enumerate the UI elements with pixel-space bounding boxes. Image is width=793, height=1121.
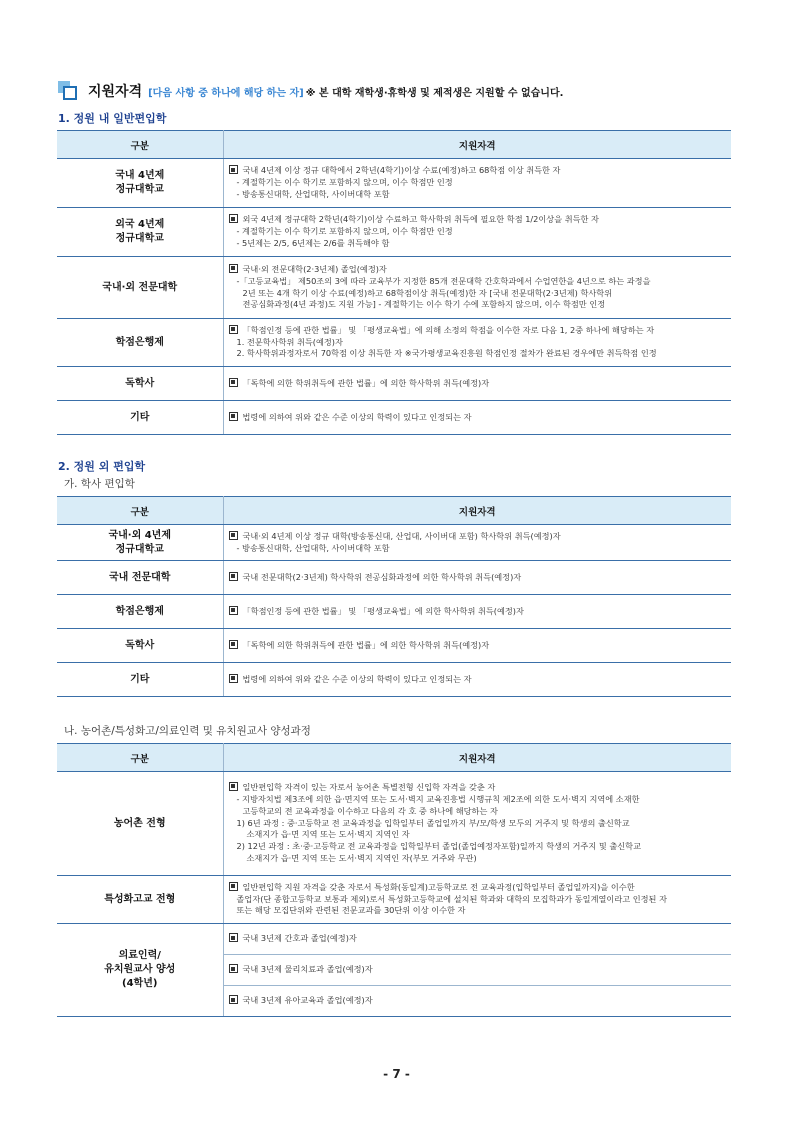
checkbox-icon xyxy=(229,933,238,942)
checkbox-icon xyxy=(229,325,238,334)
row-qualification: 국내 3년제 간호과 졸업(예정)자 xyxy=(223,924,731,955)
row-category: 학점은행제 xyxy=(57,319,223,367)
table-row xyxy=(57,401,731,435)
table-header-category: 구분 xyxy=(57,131,223,159)
row-category: 농어촌 전형 xyxy=(57,772,223,876)
row-qualification: 「독학에 의한 학위취득에 관한 법률」에 의한 학사학위 취득(예정)자 xyxy=(223,367,731,401)
row-category: 기타 xyxy=(57,401,223,435)
row-category: 독학사 xyxy=(57,367,223,401)
row-qualification: 일반편입학 자격이 있는 자로서 농어촌 특별전형 신입학 자격을 갖춘 자 - 지방자치법 제3조에 의한 읍·면지역 또는 도서·벽지 교육진흥법 시행규칙 제2조에 의한 도서·벽지 지역에 소재한 고등학교의 전 교육과정을 이수하고 다음의 각 호 중 하나에 해당하는 자 1) 6년 과정 : 중·고등학교 전 교육과정을 입학일부터 졸업일까지 부/모/학생 모두의 거주지 및 학생의 출신학교 소재지가 읍·면 지역 또는 도서·벽지 지역인 자 2) 12년 과정 : 초·중·고등학교 전 교육과정을 입학일부터 졸업(졸업예정자포함)일까지 학생의 거주지 및 출신학교 소재지가 읍·면 지역 또는 도서·벽지 지역인 자(부모 거주와 무관) xyxy=(223,772,731,876)
table-row xyxy=(57,924,731,955)
checkbox-icon xyxy=(229,378,238,387)
row-qualification: 일반편입학 지원 자격을 갖춘 자로서 특성화(동일계)고등학교로 전 교육과정(입학일부터 졸업일까지)을 이수한 졸업자(단 종합고등학교 보통과 제외)로서 특성화고등학교에 설치된 학과와 대학의 모집학과가 동일계열이라고 인정된 자 또는 해당 모집단위와 관련된 전문교과를 30단위 이상 이수한 자 xyxy=(223,876,731,924)
special-track-table xyxy=(57,743,731,1017)
square-bullet-icon xyxy=(58,81,78,101)
row-qualification: 국내·외 4년제 이상 정규 대학(방송통신대, 산업대, 사이버대 포함) 학사학위 취득(예정)자 - 방송통신대학, 산업대학, 사이버대학 포함 xyxy=(223,525,731,561)
table-row xyxy=(57,772,731,876)
row-qualification: 국내 4년제 이상 정규 대학에서 2학년(4학기)이상 수료(예정)하고 68학점 이상 취득한 자 - 계절학기는 이수 학기로 포함하지 않으며, 이수 학점만 인정 - 방송통신대학, 산업대학, 사이버대학 포함 xyxy=(223,159,731,208)
table-row xyxy=(57,208,731,257)
table-row xyxy=(57,595,731,629)
table-row xyxy=(57,257,731,319)
checkbox-icon xyxy=(229,964,238,973)
table-row xyxy=(57,629,731,663)
checkbox-icon xyxy=(229,640,238,649)
table-row xyxy=(57,319,731,367)
row-category: 국내 4년제 정규대학교 xyxy=(57,159,223,208)
row-qualification: 외국 4년제 정규대학 2학년(4학기)이상 수료하고 학사학위 취득에 필요한 학점 1/2이상을 취득한 자 - 계절학기는 이수 학기로 포함하지 않으며, 이수 학점만 인정 - 5년제는 2/5, 6년제는 2/6를 취득해야 함 xyxy=(223,208,731,257)
title-note: ※ 본 대학 재학생·휴학생 및 제적생은 지원할 수 없습니다. xyxy=(305,87,564,99)
table-header-category: 구분 xyxy=(57,497,223,525)
row-category: 특성화고교 전형 xyxy=(57,876,223,924)
row-category: 기타 xyxy=(57,663,223,697)
row-category: 국내·외 전문대학 xyxy=(57,257,223,319)
row-qualification: 국내·외 전문대학(2·3년제) 졸업(예정)자 -「고등교육법」 제50조의 3에 따라 교육부가 지정한 85개 전문대학 간호학과에서 수업연한을 4년으로 하는 과정을 2년 또는 4개 학기 이상 수료(예정)하고 68학점이상 취득(예정)한 자 [국내 전문대학(2·3년제) 학사학위 전공심화과정(4년 과정)도 지원 가능] - 계절학기는 이수 학기 수에 포함하지 않으며, 이수 학점만 인정 xyxy=(223,257,731,319)
checkbox-icon xyxy=(229,214,238,223)
table-row xyxy=(57,561,731,595)
checkbox-icon xyxy=(229,782,238,791)
row-category: 외국 4년제 정규대학교 xyxy=(57,208,223,257)
checkbox-icon xyxy=(229,882,238,891)
table-row xyxy=(57,367,731,401)
row-qualification: 「학점인정 등에 관한 법률」 및 「평생교육법」에 의한 학사학위 취득(예정)자 xyxy=(223,595,731,629)
row-category: 학점은행제 xyxy=(57,595,223,629)
checkbox-icon xyxy=(229,606,238,615)
checkbox-icon xyxy=(229,165,238,174)
row-category: 독학사 xyxy=(57,629,223,663)
table-header-qualification: 지원자격 xyxy=(223,744,731,772)
page-title: 지원자격 xyxy=(88,84,143,100)
checkbox-icon xyxy=(229,264,238,273)
row-qualification: 「학점인정 등에 관한 법률」 및 「평생교육법」에 의해 소정의 학점을 이수한 자로 다음 1, 2중 하나에 해당하는 자 1. 전문학사학위 취득(예정)자 2. 학사학위과정자로서 70학점 이상 취득한 자 ※국가평생교육진흥원 학점인정 절차가 완료된 경우에만 취득학점 인정 xyxy=(223,319,731,367)
table-header-category: 구분 xyxy=(57,744,223,772)
bachelor-transfer-table xyxy=(57,496,731,697)
row-qualification: 「독학에 의한 학위취득에 관한 법률」에 의한 학사학위 취득(예정)자 xyxy=(223,629,731,663)
page-number: - 7 - xyxy=(383,1067,410,1081)
checkbox-icon xyxy=(229,531,238,540)
row-category: 국내 전문대학 xyxy=(57,561,223,595)
table-row xyxy=(57,525,731,561)
row-qualification: 국내 전문대학(2·3년제) 학사학위 전공심화과정에 의한 학사학위 취득(예정)자 xyxy=(223,561,731,595)
checkbox-icon xyxy=(229,674,238,683)
regular-transfer-table xyxy=(57,130,731,435)
subsection-heading-special: 나. 농어촌/특성화고/의료인력 및 유치원교사 양성과정 xyxy=(64,725,311,737)
checkbox-icon xyxy=(229,572,238,581)
title-condition: [다음 사항 중 하나에 해당 하는 자] xyxy=(148,87,304,99)
row-qualification: 법령에 의하여 위와 같은 수준 이상의 학력이 있다고 인정되는 자 xyxy=(223,663,731,697)
row-category: 국내·외 4년제 정규대학교 xyxy=(57,525,223,561)
table-row xyxy=(57,159,731,208)
row-qualification: 국내 3년제 유아교육과 졸업(예정)자 xyxy=(223,986,731,1017)
page-header xyxy=(58,80,563,102)
checkbox-icon xyxy=(229,412,238,421)
row-qualification: 국내 3년제 물리치료과 졸업(예정)자 xyxy=(223,955,731,986)
checkbox-icon xyxy=(229,995,238,1004)
section-heading-extra: 2. 정원 외 편입학 xyxy=(58,460,146,473)
table-row xyxy=(57,663,731,697)
row-category: 의료인력/ 유치원교사 양성 (4학년) xyxy=(57,924,223,1017)
table-header-qualification: 지원자격 xyxy=(223,131,731,159)
subsection-heading-bachelor: 가. 학사 편입학 xyxy=(64,478,135,490)
table-row xyxy=(57,876,731,924)
table-header-qualification: 지원자격 xyxy=(223,497,731,525)
row-qualification: 법령에 의하여 위와 같은 수준 이상의 학력이 있다고 인정되는 자 xyxy=(223,401,731,435)
section-heading-regular: 1. 정원 내 일반편입학 xyxy=(58,112,167,125)
